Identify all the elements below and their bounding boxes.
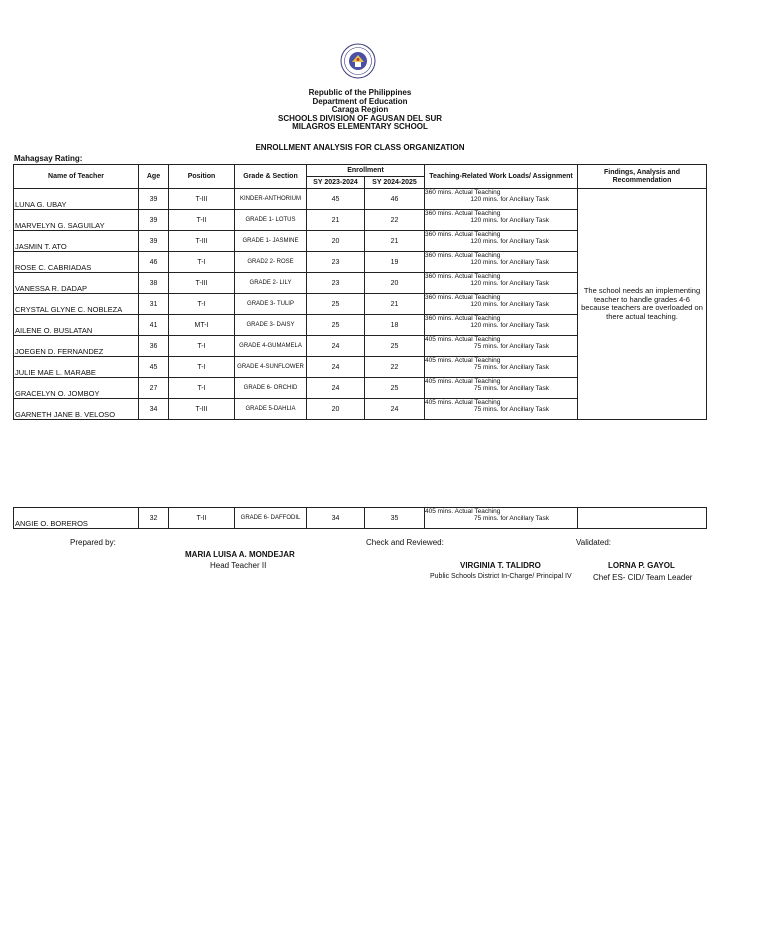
work-load-teaching: 360 mins. Actual Teaching [425, 273, 501, 280]
teacher-age: 31 [139, 294, 169, 315]
teacher-age: 39 [139, 210, 169, 231]
work-load-ancillary: 120 mins. for Ancillary Task [470, 301, 549, 308]
grade-section: GRADE 1- JASMINE [235, 231, 307, 252]
enrollment-sy2: 21 [365, 294, 425, 315]
work-load-ancillary: 75 mins. for Ancillary Task [473, 343, 549, 350]
work-load [425, 294, 578, 315]
enrollment-sy2: 21 [365, 231, 425, 252]
teacher-name: LUNA G. UBAY [14, 189, 139, 210]
prepared-by-label: Prepared by: [70, 538, 116, 547]
teacher-name: MARVELYN G. SAGUILAY [14, 210, 139, 231]
work-load [425, 189, 578, 210]
teacher-age: 39 [139, 231, 169, 252]
teacher-name: CRYSTAL GLYNE C. NOBLEZA [14, 294, 139, 315]
enrollment-sy1: 45 [307, 189, 365, 210]
grade-section: GRADE 3- TULIP [235, 294, 307, 315]
teacher-age: 45 [139, 357, 169, 378]
enrollment-sy2: 25 [365, 378, 425, 399]
work-load-teaching: 405 mins. Actual Teaching [425, 336, 501, 343]
enrollment-sy2: 24 [365, 399, 425, 420]
teacher-age: 38 [139, 273, 169, 294]
table-row [14, 189, 707, 210]
work-load [425, 210, 578, 231]
checked-label: Check and Reviewed: [366, 538, 444, 547]
work-load-teaching: 405 mins. Actual Teaching [425, 378, 501, 385]
work-load-teaching: 405 mins. Actual Teaching [425, 399, 501, 406]
enrollment-sy2: 35 [365, 508, 425, 529]
rating-label: Mahagsay Rating: [14, 154, 83, 163]
work-load-ancillary: 75 mins. for Ancillary Task [473, 385, 549, 392]
work-load-ancillary: 75 mins. for Ancillary Task [473, 406, 549, 413]
teacher-name: GARNETH JANE B. VELOSO [14, 399, 139, 420]
teacher-position: T-III [169, 189, 235, 210]
enrollment-sy1: 24 [307, 336, 365, 357]
validated-label: Validated: [576, 538, 611, 547]
work-load-teaching: 360 mins. Actual Teaching [425, 294, 501, 301]
teacher-name: ANGIE O. BOREROS [14, 508, 139, 529]
enrollment-sy2: 22 [365, 357, 425, 378]
work-load-teaching: 405 mins. Actual Teaching [425, 508, 501, 515]
teacher-name: GRACELYN O. JOMBOY [14, 378, 139, 399]
col-header-grade: Grade & Section [235, 165, 307, 189]
col-header-sy2: SY 2024-2025 [365, 177, 425, 189]
teacher-position: MT-I [169, 315, 235, 336]
grade-section: GRAD2 2- ROSE [235, 252, 307, 273]
findings-cell [578, 508, 707, 529]
work-load [425, 378, 578, 399]
grade-section: GRADE 6- ORCHID [235, 378, 307, 399]
col-header-sy1: SY 2023-2024 [307, 177, 365, 189]
teacher-name: JOEGEN D. FERNANDEZ [14, 336, 139, 357]
col-header-age: Age [139, 165, 169, 189]
teacher-age: 36 [139, 336, 169, 357]
teacher-age: 39 [139, 189, 169, 210]
teacher-position: T-I [169, 336, 235, 357]
work-load-teaching: 360 mins. Actual Teaching [425, 231, 501, 238]
work-load-ancillary: 120 mins. for Ancillary Task [470, 259, 549, 266]
header-school: MILAGROS ELEMENTARY SCHOOL [292, 122, 428, 131]
teacher-age: 32 [139, 508, 169, 529]
grade-section: GRADE 4-GUMAMELA [235, 336, 307, 357]
teacher-position: T-III [169, 273, 235, 294]
grade-section: GRADE 3- DAISY [235, 315, 307, 336]
prepared-by-name: MARIA LUISA A. MONDEJAR [185, 550, 295, 559]
enrollment-sy1: 24 [307, 378, 365, 399]
enrollment-sy1: 24 [307, 357, 365, 378]
work-load [425, 399, 578, 420]
last-row-table [13, 507, 707, 529]
teacher-position: T-II [169, 210, 235, 231]
teacher-position: T-II [169, 508, 235, 529]
enrollment-sy2: 46 [365, 189, 425, 210]
work-load [425, 315, 578, 336]
work-load-teaching: 360 mins. Actual Teaching [425, 210, 501, 217]
teacher-age: 34 [139, 399, 169, 420]
table-row [14, 508, 707, 529]
enrollment-sy1: 25 [307, 315, 365, 336]
checked-name: VIRGINIA T. TALIDRO [460, 561, 541, 570]
work-load-ancillary: 120 mins. for Ancillary Task [470, 238, 549, 245]
teacher-age: 27 [139, 378, 169, 399]
work-load [425, 357, 578, 378]
teacher-name: VANESSA R. DADAP [14, 273, 139, 294]
teacher-name: ROSE C. CABRIADAS [14, 252, 139, 273]
grade-section: GRADE 4-SUNFLOWER [235, 357, 307, 378]
enrollment-sy1: 23 [307, 252, 365, 273]
work-load-ancillary: 120 mins. for Ancillary Task [470, 196, 549, 203]
header-division: SCHOOLS DIVISION OF AGUSAN DEL SUR [277, 113, 442, 123]
enrollment-table [13, 164, 707, 420]
teacher-position: T-I [169, 252, 235, 273]
work-load-ancillary: 120 mins. for Ancillary Task [470, 322, 549, 329]
enrollment-sy2: 25 [365, 336, 425, 357]
enrollment-sy1: 20 [307, 231, 365, 252]
header-department: Department of Education [312, 96, 408, 106]
enrollment-sy2: 18 [365, 315, 425, 336]
enrollment-sy1: 21 [307, 210, 365, 231]
col-header-load: Teaching-Related Work Loads/ Assignment [425, 165, 578, 189]
checked-title: Public Schools District In-Charge/ Principal IV [430, 573, 572, 580]
enrollment-sy2: 22 [365, 210, 425, 231]
prepared-by-title: Head Teacher II [210, 561, 267, 570]
teacher-age: 46 [139, 252, 169, 273]
teacher-position: T-III [169, 399, 235, 420]
col-header-position: Position [169, 165, 235, 189]
work-load-teaching: 360 mins. Actual Teaching [425, 189, 501, 196]
teacher-name: JULIE MAE L. MARABE [14, 357, 139, 378]
work-load [425, 336, 578, 357]
header-republic: Republic of the Philippines [308, 88, 412, 97]
teacher-age: 41 [139, 315, 169, 336]
work-load-teaching: 405 mins. Actual Teaching [425, 357, 501, 364]
grade-section: GRADE 6- DAFFODIL [235, 508, 307, 529]
validated-title: Chef ES- CID/ Team Leader [593, 573, 693, 582]
col-header-findings: Findings, Analysis and Recommendation [578, 165, 707, 189]
grade-section: GRADE 1- LOTUS [235, 210, 307, 231]
grade-section: KINDER-ANTHORIUM [235, 189, 307, 210]
deped-seal-icon [340, 43, 376, 79]
col-header-name: Name of Teacher [14, 165, 139, 189]
enrollment-sy1: 25 [307, 294, 365, 315]
teacher-position: T-I [169, 357, 235, 378]
teacher-position: T-I [169, 378, 235, 399]
enrollment-sy1: 20 [307, 399, 365, 420]
work-load [425, 508, 578, 529]
work-load-ancillary: 75 mins. for Ancillary Task [473, 364, 549, 371]
work-load [425, 252, 578, 273]
grade-section: GRADE 5-DAHLIA [235, 399, 307, 420]
teacher-name: AILENE O. BUSLATAN [14, 315, 139, 336]
work-load [425, 273, 578, 294]
enrollment-sy2: 19 [365, 252, 425, 273]
grade-section: GRADE 2- LILY [235, 273, 307, 294]
validated-name: LORNA P. GAYOL [608, 561, 675, 570]
findings-cell: The school needs an implementing teacher to handle grades 4-6 because teachers are overloaded on there actual teaching. [578, 189, 707, 420]
work-load-teaching: 360 mins. Actual Teaching [425, 315, 501, 322]
enrollment-sy2: 20 [365, 273, 425, 294]
teacher-position: T-I [169, 294, 235, 315]
enrollment-sy1: 34 [307, 508, 365, 529]
teacher-position: T-III [169, 231, 235, 252]
work-load-teaching: 360 mins. Actual Teaching [425, 252, 501, 259]
teacher-name: JASMIN T. ATO [14, 231, 139, 252]
work-load-ancillary: 120 mins. for Ancillary Task [470, 217, 549, 224]
work-load [425, 231, 578, 252]
document-title: ENROLLMENT ANALYSIS FOR CLASS ORGANIZATION [255, 143, 465, 152]
col-header-enrollment: Enrollment [307, 165, 425, 177]
work-load-ancillary: 120 mins. for Ancillary Task [470, 280, 549, 287]
work-load-ancillary: 75 mins. for Ancillary Task [473, 515, 549, 522]
header-region: Caraga Region [331, 105, 389, 114]
enrollment-sy1: 23 [307, 273, 365, 294]
